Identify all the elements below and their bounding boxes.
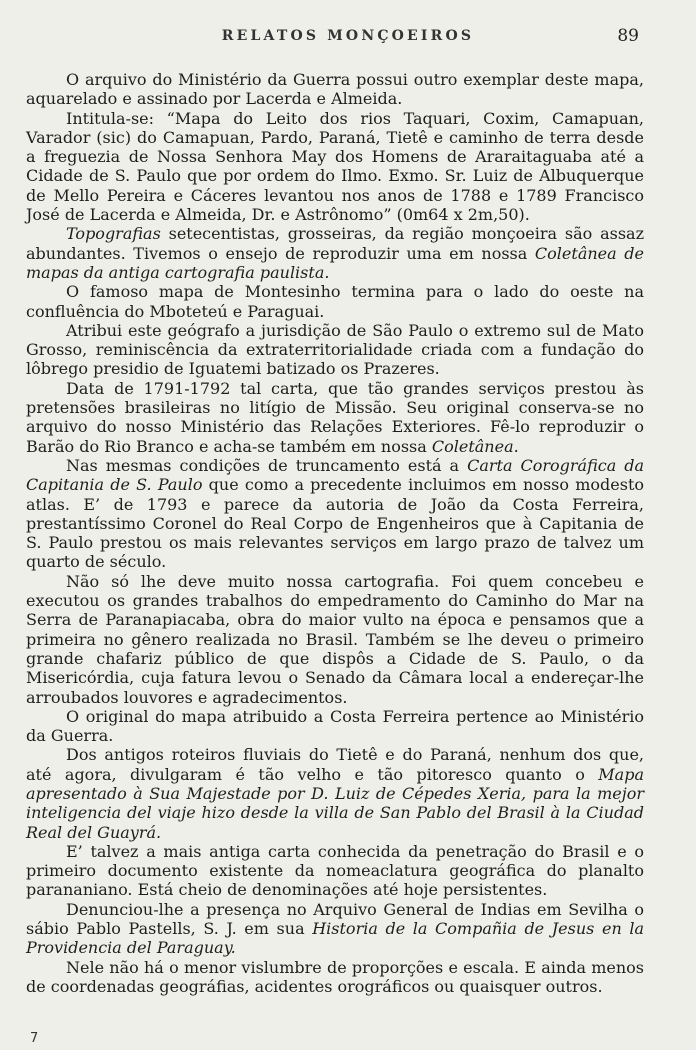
body-text — [26, 70, 644, 996]
paragraph — [26, 70, 644, 109]
paragraph — [26, 842, 644, 900]
paragraph — [26, 958, 644, 997]
text-run: Dos antigos roteiros fluviais do Tietê e do Paraná, nenhum dos que, até agora, divulgaram é tão velho e tão pitoresco quanto o — [26, 745, 644, 784]
italic-run: Mapa apresentado à Sua Majestade por D. Luiz de Cépedes Xeria, para la mejor inteligencia del viaje hizo desde la villa de San Pablo del Brasil à la Ciudad Real del Guayrá. — [26, 764, 644, 842]
italic-run: Carta Corográfica da Capitania de S. Paulo — [26, 455, 645, 495]
text-run: Atribui este geógrafo a jurisdição de São Paulo o extremo sul de Mato Grosso, reminiscência da extraterritorialidade criada com a fundação do lôbrego presidio de Iguatemi batizado os Prazeres. — [26, 320, 644, 379]
text-run: Data de 1791-1792 tal carta, que tão grandes serviços prestou às pretensões brasileiras no litígio de Missão. Seu original conserva-se no arquivo do nosso Ministério das Relações Exteriores. Fê-lo reproduzir o Barão do Rio Branco e acha-se também em nossa — [26, 378, 644, 456]
text-run: Intitula-se: “Mapa do Leito dos rios Taquari, Coxim, Camapuan, Varador (sic) do Camapuan, Pardo, Paraná, Tietê e caminho de terra desde a freguezia de Nossa Senhora May dos Homens de Araraitaguaba até a Cidade de S. Paulo que por ordem do Ilmo. Exmo. Sr. Luiz de Albuquerque de Mello Pereira e Cáceres levantou nos anos de 1788 e 1789 Francisco José de Lacerda e Almeida, Dr. e Astrônomo” (0m64 x 2m,50). — [26, 108, 644, 225]
paragraph — [26, 224, 644, 282]
italic-run: Coletânea de mapas da antiga cartografia paulista. — [26, 243, 644, 282]
text-run: Nele não há o menor vislumbre de proporções e escala. E ainda menos de coordenadas geográfias, acidentes orográficos ou quaisquer outros. — [26, 957, 644, 996]
paragraph — [26, 282, 644, 321]
paragraph — [26, 900, 644, 958]
paragraph — [26, 456, 644, 572]
page-number: 89 — [617, 26, 639, 46]
italic-run: Topografias — [66, 224, 161, 244]
text-run: Denunciou-lhe a presença no Arquivo General de Indias em Sevilha o sábio Pablo Pastells, S. J. em sua — [26, 899, 644, 939]
italic-run: Coletânea. — [431, 436, 519, 456]
running-head — [0, 22, 696, 52]
text-run: O arquivo do Ministério da Guerra possui outro exemplar deste mapa, aquarelado e assinado por Lacerda e Almeida. — [26, 70, 644, 109]
running-title: RELATOS MONÇOEIROS — [221, 28, 475, 44]
text-run: Não só lhe deve muito nossa cartografia. Foi quem concebeu e executou os grandes trabalhos do empedramento do Caminho do Mar na Serra de Paranapiacaba, obra do maior vulto na época e pensamos que a primeira no gênero realizada no Brasil. Também se lhe deveu o primeiro grande chafariz público de que dispôs a Cidade de S. Paulo, o da Misericórdia, cuja fatura levou o Senado da Câmara local a endereçar-lhe arroubados louvores e agradecimentos. — [26, 571, 644, 707]
paragraph — [26, 572, 644, 707]
text-run: que como a precedente incluimos em nosso modesto atlas. E’ de 1793 e parece da autoria de João da Costa Ferreira, prestantíssimo Coronel do Real Corpo de Engenheiros que à Capitania de S. Paulo prestou os mais relevantes serviços em largo prazo de talvez um quarto de século. — [26, 475, 645, 572]
paragraph — [26, 109, 644, 225]
text-run: O famoso mapa de Montesinho termina para o lado do oeste na confluência do Mboteteú e Paraguai. — [26, 282, 644, 321]
italic-run: Historia de la Compañia de Jesus en la Providencia del Paraguay. — [26, 919, 645, 958]
text-run: setecentistas, grosseiras, da região monçoeira são assaz abundantes. Tivemos o ensejo de reproduzir uma em nossa — [26, 224, 644, 263]
text-run: Nas mesmas condições de truncamento está a — [66, 455, 468, 475]
text-run: O original do mapa atribuido a Costa Ferreira pertence ao Ministério da Guerra. — [26, 706, 644, 746]
text-run: E’ talvez a mais antiga carta conhecida da penetração do Brasil e o primeiro documento existente da nomeaclatura geográfica do planalto parananiano. Está cheio de denominações até hoje persistentes. — [26, 841, 644, 900]
paragraph — [26, 379, 644, 456]
paragraph — [26, 707, 644, 746]
signature-mark: 7 — [30, 1031, 39, 1046]
paragraph — [26, 321, 644, 379]
paragraph — [26, 745, 644, 841]
